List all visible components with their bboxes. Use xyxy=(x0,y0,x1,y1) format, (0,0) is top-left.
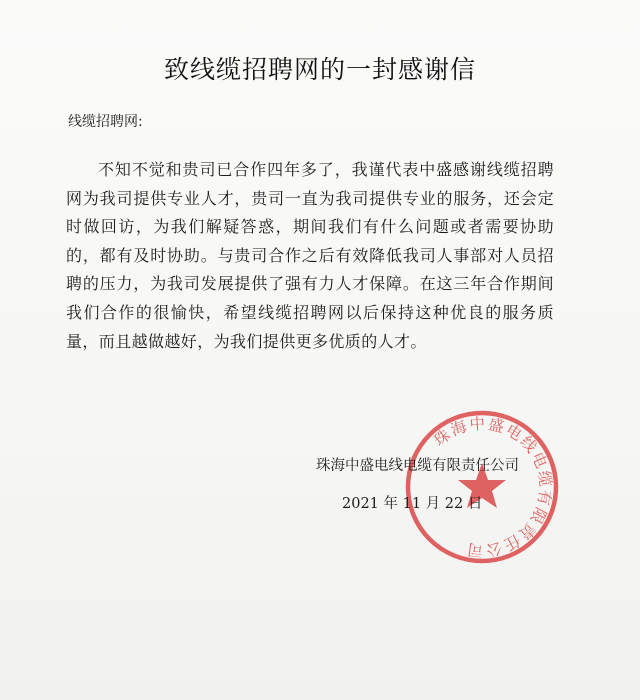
seal-text: 珠海中盛电线电缆有限责任公司 xyxy=(430,414,555,560)
letter-title: 致线缆招聘网的一封感谢信 xyxy=(163,55,476,84)
company-seal-stamp xyxy=(402,407,562,567)
letter-body: 不知不觉和贵司已合作四年多了，我谨代表中盛感谢线缆招聘网为我司提供专业人才，贵司一直为我司提供专业的服务，还会定时做回访，为我们解疑答惑，期间我们有什么问题或者需要协助的，都有及时协助。与贵司合作之后有效降低我司人事部对人员招聘的压力，为我司发展提供了强有力人才保障。在这三年合作期间我们合作的很愉快，希望线缆招聘网以后保持这种优良的服务质量，而且越做越好，为我们提供更多优质的人才。 xyxy=(66,160,554,351)
salutation: 线缆招聘网: xyxy=(68,114,143,130)
signature-company: 珠海中盛电线电缆有限责任公司 xyxy=(316,458,519,474)
signature-date: 2021 年 11 月 22 日 xyxy=(342,496,483,512)
